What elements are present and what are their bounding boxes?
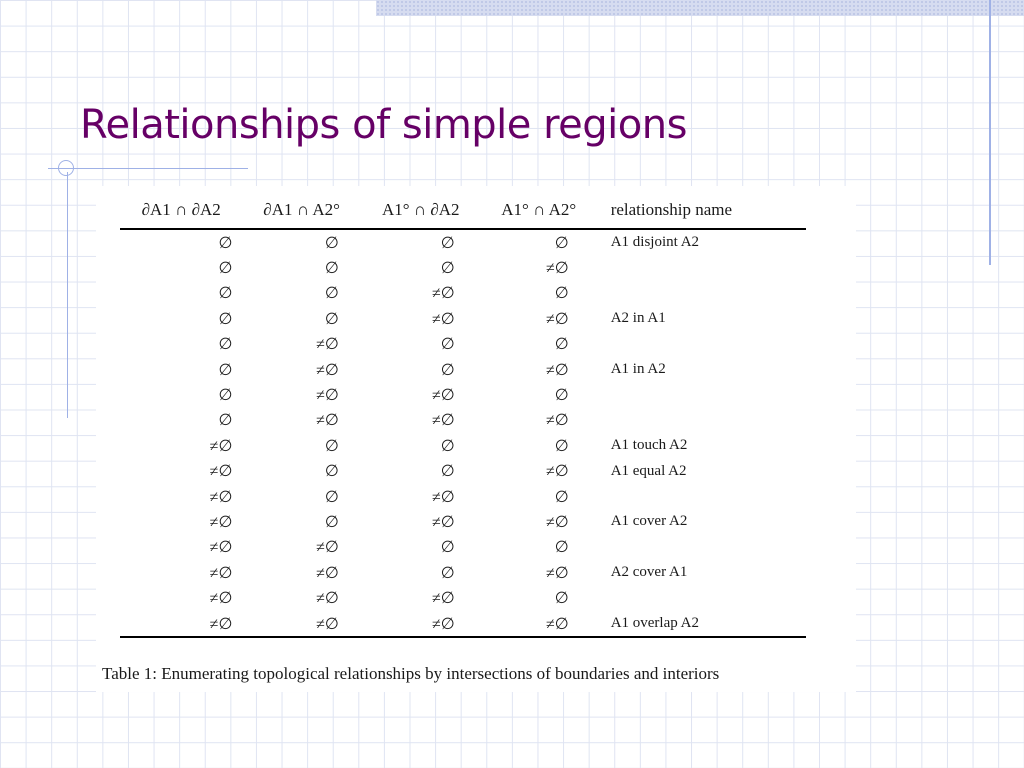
cell-boundary-interior: ∅ bbox=[324, 437, 339, 455]
cell-boundary-boundary: ∅ bbox=[218, 285, 233, 303]
cell-boundary-interior: ∅ bbox=[324, 260, 339, 278]
cell-relationship-name: A1 overlap A2 bbox=[610, 615, 700, 632]
cell-boundary-boundary: ∅ bbox=[218, 387, 233, 405]
cell-interior-interior: ∅ bbox=[554, 285, 569, 303]
cell-boundary-boundary: ≠∅ bbox=[209, 564, 233, 582]
table-figure bbox=[96, 186, 856, 692]
cell-interior-boundary: ∅ bbox=[440, 539, 455, 557]
decorative-ring-icon bbox=[58, 160, 74, 176]
cell-boundary-interior: ∅ bbox=[324, 234, 339, 252]
cell-interior-boundary: ∅ bbox=[440, 234, 455, 252]
table-row bbox=[120, 382, 806, 407]
cell-relationship-name: A1 cover A2 bbox=[610, 513, 688, 530]
cell-boundary-boundary: ∅ bbox=[218, 234, 233, 252]
header-boundary-interior: ∂A1 ∩ A2° bbox=[263, 200, 340, 219]
cell-interior-boundary: ∅ bbox=[440, 564, 455, 582]
table-caption: Table 1: Enumerating topological relationships by intersections of boundaries and interiors bbox=[102, 664, 720, 683]
decorative-vertical-line-left bbox=[67, 172, 68, 418]
table-row bbox=[120, 255, 806, 280]
cell-relationship-name bbox=[597, 535, 806, 560]
cell-boundary-interior: ∅ bbox=[324, 513, 339, 531]
table-row bbox=[120, 357, 806, 382]
decorative-title-underline bbox=[48, 168, 248, 169]
cell-boundary-interior: ≠∅ bbox=[316, 590, 339, 608]
cell-relationship-name bbox=[597, 281, 806, 306]
cell-interior-boundary: ≠∅ bbox=[431, 387, 455, 405]
cell-interior-interior: ≠∅ bbox=[545, 412, 569, 430]
cell-boundary-interior: ∅ bbox=[324, 463, 339, 481]
cell-boundary-boundary: ∅ bbox=[218, 336, 233, 354]
cell-interior-boundary: ∅ bbox=[440, 361, 455, 379]
cell-interior-boundary: ≠∅ bbox=[431, 412, 455, 430]
table-row bbox=[120, 611, 806, 637]
header-interior-interior: A1° ∩ A2° bbox=[501, 200, 577, 219]
cell-interior-boundary: ≠∅ bbox=[431, 615, 455, 633]
table-row bbox=[120, 509, 806, 534]
cell-interior-boundary: ≠∅ bbox=[431, 590, 455, 608]
cell-boundary-interior: ∅ bbox=[324, 310, 339, 328]
cell-interior-interior: ∅ bbox=[554, 539, 569, 557]
cell-relationship-name bbox=[597, 408, 806, 433]
table-header-row bbox=[120, 192, 806, 229]
cell-boundary-interior: ≠∅ bbox=[316, 412, 339, 430]
cell-interior-interior: ≠∅ bbox=[545, 615, 569, 633]
table-row bbox=[120, 433, 806, 458]
cell-interior-boundary: ≠∅ bbox=[431, 285, 455, 303]
header-relationship-name: relationship name bbox=[610, 200, 733, 219]
cell-boundary-interior: ≠∅ bbox=[316, 564, 339, 582]
cell-interior-interior: ∅ bbox=[554, 387, 569, 405]
cell-interior-boundary: ≠∅ bbox=[431, 310, 455, 328]
cell-interior-interior: ∅ bbox=[554, 590, 569, 608]
cell-boundary-boundary: ∅ bbox=[218, 361, 233, 379]
table-body bbox=[120, 229, 806, 637]
cell-relationship-name: A2 in A1 bbox=[610, 310, 666, 327]
table-row bbox=[120, 229, 806, 255]
cell-interior-boundary: ≠∅ bbox=[431, 513, 455, 531]
cell-boundary-interior: ∅ bbox=[324, 488, 339, 506]
cell-relationship-name: A1 in A2 bbox=[610, 361, 666, 378]
cell-relationship-name bbox=[597, 255, 806, 280]
cell-boundary-boundary: ≠∅ bbox=[209, 539, 233, 557]
cell-relationship-name: A1 disjoint A2 bbox=[610, 234, 700, 251]
cell-boundary-boundary: ∅ bbox=[218, 310, 233, 328]
cell-boundary-interior: ≠∅ bbox=[316, 615, 339, 633]
cell-interior-interior: ∅ bbox=[554, 437, 569, 455]
cell-interior-interior: ∅ bbox=[554, 336, 569, 354]
cell-interior-interior: ≠∅ bbox=[545, 463, 569, 481]
table-row bbox=[120, 459, 806, 484]
cell-relationship-name bbox=[597, 484, 806, 509]
slide-title: Relationships of simple regions bbox=[80, 102, 687, 148]
cell-relationship-name bbox=[597, 585, 806, 610]
cell-interior-interior: ≠∅ bbox=[545, 310, 569, 328]
cell-boundary-boundary: ≠∅ bbox=[209, 463, 233, 481]
cell-interior-interior: ≠∅ bbox=[545, 513, 569, 531]
cell-interior-boundary: ∅ bbox=[440, 260, 455, 278]
cell-interior-boundary: ∅ bbox=[440, 437, 455, 455]
cell-boundary-interior: ≠∅ bbox=[316, 336, 339, 354]
cell-boundary-boundary: ∅ bbox=[218, 412, 233, 430]
cell-relationship-name bbox=[597, 382, 806, 407]
cell-boundary-interior: ∅ bbox=[324, 285, 339, 303]
cell-boundary-boundary: ≠∅ bbox=[209, 590, 233, 608]
cell-interior-boundary: ≠∅ bbox=[431, 488, 455, 506]
cell-interior-interior: ≠∅ bbox=[545, 361, 569, 379]
cell-boundary-interior: ≠∅ bbox=[316, 387, 339, 405]
cell-boundary-boundary: ≠∅ bbox=[209, 615, 233, 633]
relationships-table bbox=[120, 192, 806, 638]
cell-interior-interior: ≠∅ bbox=[545, 564, 569, 582]
cell-interior-interior: ∅ bbox=[554, 488, 569, 506]
cell-boundary-interior: ≠∅ bbox=[316, 539, 339, 557]
cell-interior-boundary: ∅ bbox=[440, 336, 455, 354]
cell-relationship-name: A2 cover A1 bbox=[610, 564, 688, 581]
decorative-top-band bbox=[376, 0, 1024, 16]
table-row bbox=[120, 408, 806, 433]
decorative-vertical-line-right bbox=[989, 0, 991, 265]
cell-interior-interior: ∅ bbox=[554, 234, 569, 252]
table-row bbox=[120, 332, 806, 357]
cell-boundary-boundary: ≠∅ bbox=[209, 437, 233, 455]
table-row bbox=[120, 306, 806, 331]
header-boundary-boundary: ∂A1 ∩ ∂A2 bbox=[141, 200, 221, 219]
cell-boundary-interior: ≠∅ bbox=[316, 361, 339, 379]
cell-boundary-boundary: ≠∅ bbox=[209, 488, 233, 506]
cell-interior-interior: ≠∅ bbox=[545, 260, 569, 278]
cell-interior-boundary: ∅ bbox=[440, 463, 455, 481]
table-row bbox=[120, 585, 806, 610]
table-row bbox=[120, 484, 806, 509]
cell-relationship-name bbox=[597, 332, 806, 357]
table-row bbox=[120, 535, 806, 560]
cell-boundary-boundary: ∅ bbox=[218, 260, 233, 278]
table-row bbox=[120, 281, 806, 306]
cell-boundary-boundary: ≠∅ bbox=[209, 513, 233, 531]
cell-relationship-name: A1 equal A2 bbox=[610, 462, 687, 479]
header-interior-boundary: A1° ∩ ∂A2 bbox=[381, 200, 460, 219]
table-row bbox=[120, 560, 806, 585]
cell-relationship-name: A1 touch A2 bbox=[610, 437, 688, 454]
